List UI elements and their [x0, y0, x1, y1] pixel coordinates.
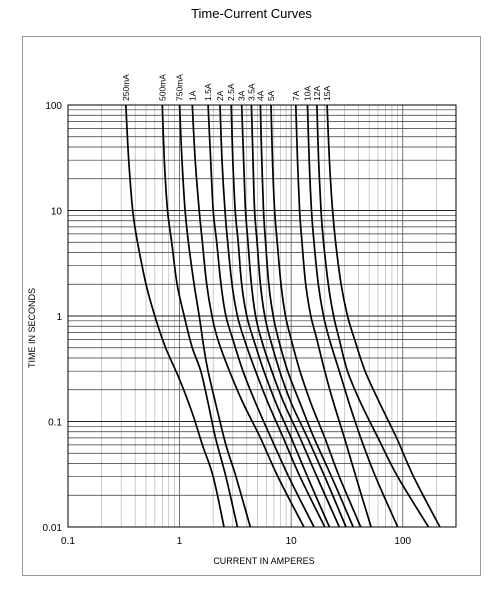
curve-label-500mA: 500mA [157, 74, 168, 101]
y-axis-title: TIME IN SECONDS [27, 287, 37, 369]
curve-labels [121, 74, 332, 101]
curve-label-5A: 5A [266, 90, 276, 101]
curve-label-1.5A: 1.5A [203, 83, 214, 101]
x-tick-label: 1 [176, 536, 183, 547]
x-tick-labels [61, 536, 411, 547]
curve-label-15A: 15A [322, 85, 333, 101]
chart-title: Time-Current Curves [191, 6, 312, 21]
y-tick-label: 0.01 [42, 523, 62, 534]
curve-label-2A: 2A [215, 90, 225, 101]
curve-label-250mA: 250mA [120, 74, 131, 101]
curve-label-3.5A: 3.5A [246, 83, 257, 101]
curve-label-750mA: 750mA [174, 74, 185, 101]
x-tick-label: 100 [394, 536, 412, 547]
curve-label-7A: 7A [290, 90, 301, 101]
curve-label-12A: 12A [311, 85, 322, 101]
y-tick-label: 0.1 [48, 417, 62, 429]
y-tick-label: 1 [56, 312, 62, 323]
y-tick-label: 10 [50, 206, 62, 218]
y-tick-labels [43, 101, 63, 534]
curve-label-1A: 1A [187, 90, 198, 101]
y-tick-label: 100 [45, 101, 62, 112]
x-tick-label: 0.1 [61, 536, 75, 547]
curve-label-3A: 3A [236, 90, 247, 101]
x-axis-title: CURRENT IN AMPERES [213, 556, 315, 566]
curve-label-2.5A: 2.5A [226, 83, 237, 101]
curve-label-4A: 4A [255, 90, 266, 101]
curve-label-10A: 10A [302, 85, 313, 101]
x-tick-label: 10 [285, 536, 297, 547]
